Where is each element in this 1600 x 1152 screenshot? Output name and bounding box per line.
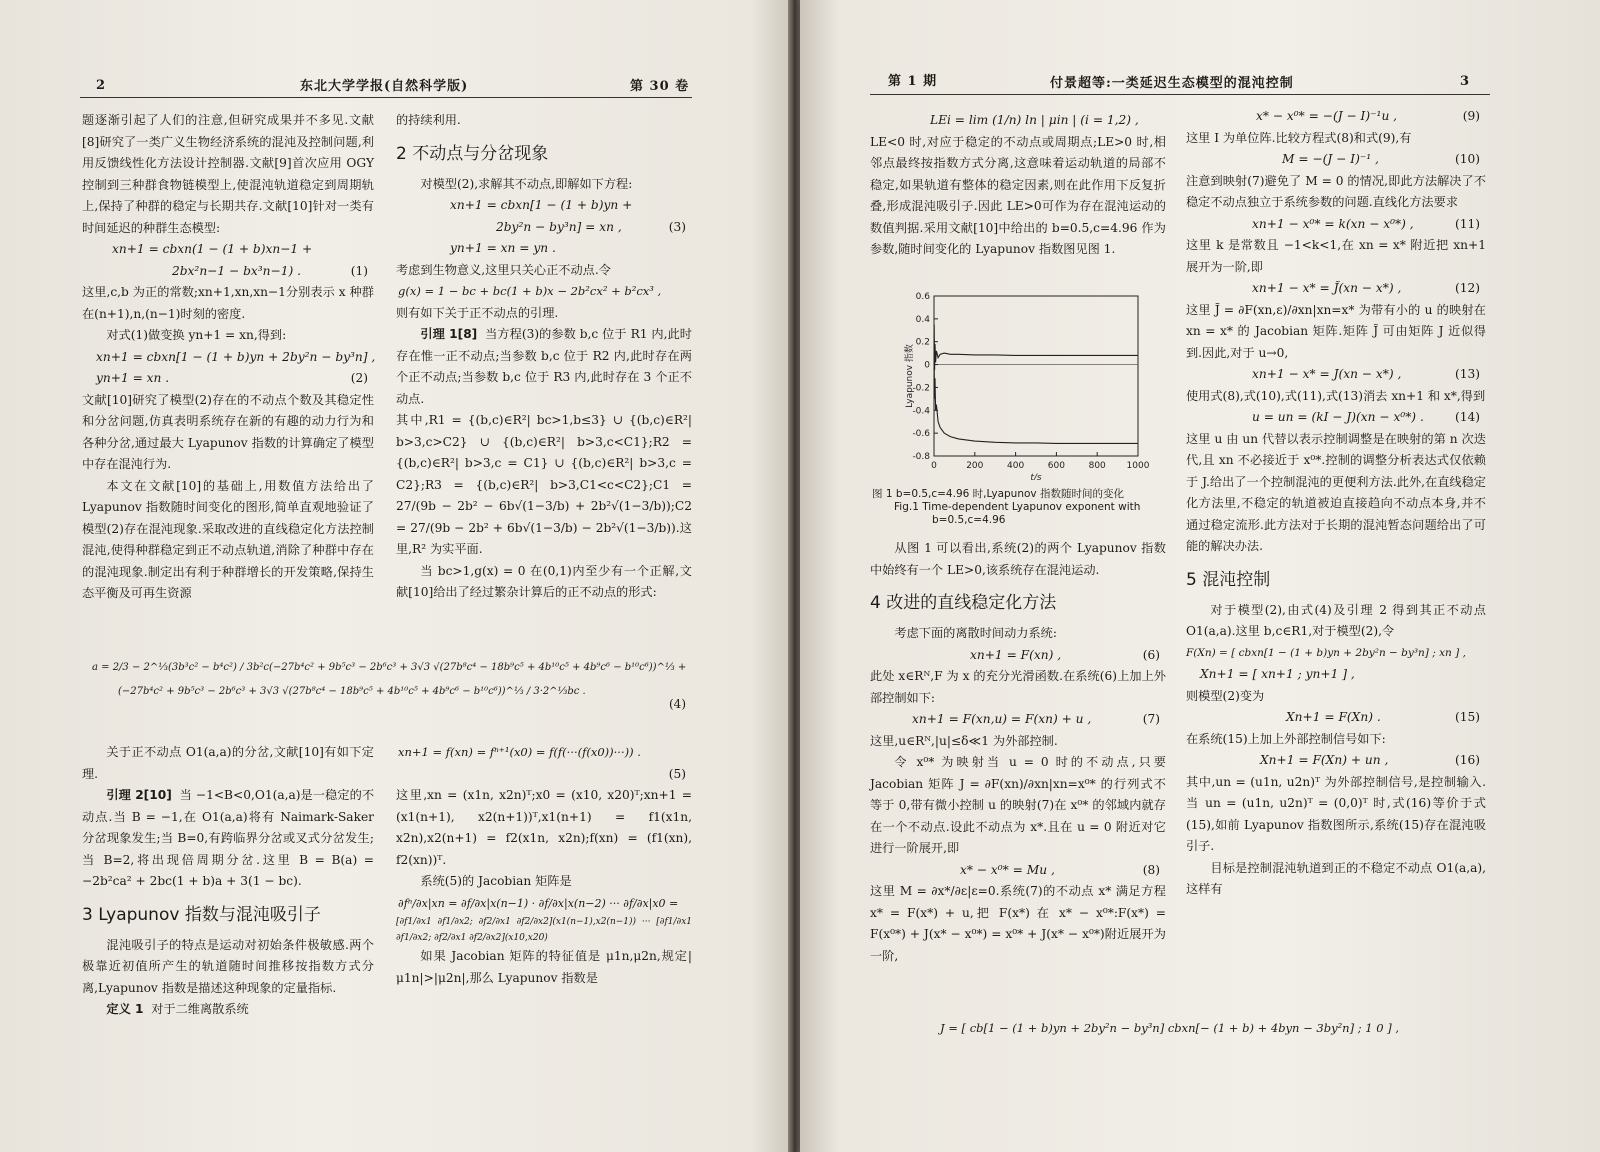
paragraph: 目标是控制混沌轨道到正的不稳定不动点 O1(a,a),这样有	[1186, 860, 1486, 896]
caption-cn: 图 1 b=0.5,c=4.96 时,Lyapunov 指数随时间的变化	[872, 488, 1124, 500]
equation-number: (6)	[1142, 647, 1160, 662]
caption-en-1: Fig.1 Time-dependent Lyapunov exponent with	[894, 501, 1141, 513]
equation-2b: yn+1 = xn . (2)	[82, 368, 374, 390]
jacobian-line-1: ∂fⁿ/∂x|xn = ∂f/∂x|x(n−1) · ∂f/∂x|x(n−2) ··· ∂f/∂x|x0 =	[398, 896, 679, 910]
y-tick-label: -0.2	[912, 383, 930, 394]
paragraph: 这里,c,b 为正的常数;xn+1,xn,xn−1分别表示 x 种群在(n+1),n,(n−1)时刻的密度.	[82, 285, 374, 321]
equation-13: xn+1 − x* = J(xn − x*) , (13)	[1186, 364, 1486, 386]
paragraph: 本文在文献[10]的基础上,用数值方法给出了 Lyapunov 指数随时间变化的图形,简单直观地验证了模型(2)存在混沌现象.采取改进的直线稳定化方法控制混沌,使得种群稳定到正不动点轨道,消除了种群中存在的混沌现象.制定出有利于种群增长的开发策略,保持生态平衡及可再生资源	[82, 478, 374, 600]
equation-10: M = −(J − I)⁻¹ , (10)	[1186, 149, 1486, 171]
paragraph: 这里 u 由 un 代替以表示控制调整是在映射的第 n 次迭代,且 xn 不必接近于 x⁰*.控制的调整分析表达式仅依赖于 J.给出了一个控制混沌的更便利方法.此外,在直线稳定化方法里,不稳定的轨道被迫直接趋向不动点本身,并不通过稳定流形.此方法对于长期的混沌暂态问题给出了可能的解决办法.	[1186, 431, 1486, 553]
equation-6: xn+1 = F(xn) , (6)	[870, 645, 1166, 667]
jacobian-line-2: [∂f1/∂x1 ∂f1/∂x2; ∂f2/∂x1 ∂f2/∂x2](x1(n−1),x2(n−1)) ··· [∂f1/∂x1 ∂f1/∂x2; ∂f2/∂x1 ∂f2/∂x2](x10,x20)	[396, 917, 692, 943]
y-tick-label: 0.4	[915, 314, 930, 325]
x-tick-label: 200	[966, 461, 984, 471]
y-tick-label: -0.6	[912, 429, 930, 440]
paragraph: 的持续利用.	[396, 113, 461, 127]
section-heading-3: 3 Lyapunov 指数与混沌吸引子	[82, 904, 321, 925]
equation-4-line-2: (−27b⁴c² + 9b⁵c³ − 2b⁶c³ + 3√3 √(27b⁸c⁴ − 18b⁹c⁵ + 4b¹⁰c⁵ + 4b⁹c⁶ − b¹⁰c⁶))^⅓ / 3·2^⅓bc .	[118, 686, 586, 697]
series-line-2	[934, 370, 1138, 443]
equation-number: (5)	[668, 766, 686, 781]
y-tick-label: 0	[924, 360, 930, 371]
equation-number: (16)	[1454, 753, 1480, 767]
equation-12: xn+1 − x* = J̃(xn − x*) , (12)	[1186, 278, 1486, 300]
page-number: 3	[1460, 74, 1471, 89]
paragraph: 当 bc>1,g(x) = 0 在(0,1)内至少有一个正解,文献[10]给出了经过繁杂计算后的正不动点的形式:	[396, 563, 692, 599]
y-tick-label: -0.8	[912, 452, 930, 462]
equation-number: (10)	[1454, 152, 1480, 166]
left-column-2	[396, 110, 692, 604]
equation-5: xn+1 = f(xn) = fⁿ⁺¹(x0) = f(f(···(f(x0))···)) .	[398, 745, 641, 759]
section-heading-5: 5 混沌控制	[1186, 569, 1271, 590]
equation-number: (7)	[1142, 712, 1160, 726]
right-column-1-bottom	[870, 538, 1166, 967]
paragraph: 考虑到生物意义,这里只关心正不动点.令	[396, 262, 611, 277]
paragraph: 此处 x∈Rᴺ,F 为 x 的充分光滑函数.在系统(6)上加上外部控制如下:	[870, 669, 1166, 705]
series-line-1	[934, 325, 1138, 371]
right-column-1-top	[870, 110, 1166, 261]
paragraph: 系统(5)的 Jacobian 矩阵是	[420, 874, 572, 888]
paragraph: 则有如下关于正不动点的引理.	[396, 305, 559, 320]
paragraph: 注意到映射(7)避免了 M = 0 的情况,即此方法解决了不稳定不动点独立于系统参数的问题.直线化方法要求	[1186, 173, 1486, 209]
equation-8: x* − x⁰* = Mu , (8)	[870, 860, 1166, 882]
equation-number: (2)	[350, 371, 368, 385]
header-rule	[870, 94, 1490, 95]
x-tick-label: 400	[1007, 461, 1025, 471]
y-tick-label: 0.6	[915, 292, 930, 302]
equation-7: xn+1 = F(xn,u) = F(xn) + u , (7)	[870, 709, 1166, 731]
jacobian-matrix: J = [ cb[1 − (1 + b)yn + 2by²n − by³n] cbxn[− (1 + b) + 4byn − 3by²n] ; 1 0 ] ,	[940, 1021, 1400, 1035]
paragraph: 文献[10]研究了模型(2)存在的不动点个数及其稳定性和分岔问题,仿真表明系统存在新的有趣的动力行为和各种分岔,通过最大 Lyapunov 指数的计算确定了模型中存在混沌行为.	[82, 392, 374, 471]
paragraph: 对于模型(2),由式(4)及引理 2 得到其正不动点 O1(a,a).这里 b,c∈R1,对于模型(2),令	[1186, 602, 1486, 638]
figure-1	[872, 290, 1168, 480]
equation-number: (12)	[1454, 281, 1480, 295]
issue-label: 第 1 期	[888, 74, 938, 89]
equation-11: xn+1 − x⁰* = k(xn − x⁰*) , (11)	[1186, 214, 1486, 236]
equation-g: g(x) = 1 − bc + bc(1 + b)x − 2b²cx² + b²cx³ ,	[398, 284, 662, 298]
y-tick-label: -0.4	[912, 406, 930, 417]
equation-number: (14)	[1454, 410, 1480, 424]
equation-4	[92, 656, 692, 711]
right-page	[800, 0, 1600, 1152]
paragraph: 关于正不动点 O1(a,a)的分岔,文献[10]有如下定理.	[82, 745, 374, 781]
paragraph: 这里 J̃ = ∂F(xn,ε)/∂xn|xn=x* 为带有小的 u 的映射在 xn = x* 的 Jacobian 矩阵.矩阵 J̃ 可由矩阵 J 近似得到.因此,对于 u→0,	[1186, 302, 1486, 360]
equation-number: (9)	[1462, 109, 1480, 123]
x-axis-label: t/s	[1030, 473, 1042, 480]
paragraph: 其中,R1 = {(b,c)∈R²| bc>1,b≤3} ∪ {(b,c)∈R²| b>3,c>C2} ∪ {(b,c)∈R²| b>3,c<C1};R2 = {(b,c)∈R²| b>3,c = C1} ∪ {(b,c)∈R²| b>3,c = C2};R3 = {(b,c)∈R²| b>3,C1<c<C2};C1 = 27/(9b − 2b² − 6b√(1−3/b) + 2b²√(1−3/b));C2 = 27/(9b − 2b² + 6b√(1−3/b) − 2b²√(1−3/b)).这里,R² 为实平面.	[396, 413, 692, 556]
journal-name: 东北大学学报(自然科学版)	[300, 79, 469, 94]
equation-2a: xn+1 = cbxn[1 − (1 + b)yn + 2by²n − by³n] ,	[96, 349, 376, 364]
equation-15: Xn+1 = F(Xn) . (15)	[1186, 707, 1486, 729]
left-page	[0, 0, 790, 1152]
x-tick-label: 600	[1047, 461, 1065, 471]
caption-en-2: b=0.5,c=4.96	[932, 514, 1006, 526]
equation-5-number-line	[396, 764, 692, 786]
section-heading-2: 2 不动点与分岔现象	[396, 143, 549, 164]
definition-label: 定义 1	[106, 1002, 144, 1016]
equation-F: F(Xn) = [ cbxn[1 − (1 + b)yn + 2by²n − by³n] ; xn ] ,	[1186, 646, 1466, 659]
equation-1b: 2bx²n−1 − bx³n−1) . (1)	[82, 261, 374, 283]
equation-16: Xn+1 = F(Xn) + un , (16)	[1186, 750, 1486, 772]
equation-lyapunov: LEi = lim (1/n) ln | μin | (i = 1,2) ,	[930, 113, 1139, 127]
x-tick-label: 800	[1088, 461, 1106, 471]
equation-3a: xn+1 = cbxn[1 − (1 + b)yn +	[450, 198, 633, 212]
paragraph: 其中,un = (u1n, u2n)ᵀ 为外部控制信号,是控制输入.当 un = (u1n, u2n)ᵀ = (0,0)ᵀ 时,式(16)等价于式(15),如前 Lyapunov 指数图所示,系统(15)存在混沌吸引子.	[1186, 774, 1486, 853]
y-axis-label: Lyapunov 指数	[905, 344, 915, 408]
page-number: 2	[96, 78, 107, 93]
paragraph: 如果 Jacobian 矩阵的特征值是 μ1n,μ2n,规定|μ1n|>|μ2n|,那么 Lyapunov 指数是	[396, 949, 692, 985]
lyapunov-chart	[872, 290, 1168, 480]
paragraph: 令 x⁰* 为映射当 u = 0 时的不动点,只要 Jacobian 矩阵 J = ∂F(xn)/∂xn|xn=x⁰* 的行列式不等于 0,带有微小控制 u 的映射(7)在 x⁰* 的邻域内就存在一个不动点.设此不动点为 x*.且在 u = 0 附近对它进行一阶展开,即	[870, 755, 1166, 855]
paragraph: 这里,u∈Rᴺ,|u|≤δ≪1 为外部控制.	[870, 733, 1058, 748]
equation-3b: 2by²n − by³n] = xn , (3)	[396, 217, 692, 239]
paragraph: 使用式(8),式(10),式(11),式(13)消去 xn+1 和 x*,得到	[1186, 388, 1486, 403]
paragraph: 混沌吸引子的特点是运动对初始条件极敏感.两个极靠近初值所产生的轨道随时间推移按指数方式分离,Lyapunov 指数是描述这种现象的定量指标.	[82, 937, 374, 995]
equation-1a: xn+1 = cbxn(1 − (1 + b)xn−1 +	[112, 242, 313, 256]
equation-14: u = un = (kI − J)(xn − x⁰*) . (14)	[1186, 407, 1486, 429]
lemma-1: 引理 1[8] 当方程(3)的参数 b,c 位于 R1 内,此时存在惟一正不动点;当参数 b,c 位于 R2 内,此时存在两个正不动点;当参数 b,c 位于 R3 内,此时存在 3 个正不动点.	[396, 327, 692, 406]
paragraph: 对式(1)做变换 yn+1 = xn,得到:	[106, 328, 287, 342]
paragraph: 在系统(15)上加上外部控制信号如下:	[1186, 731, 1386, 746]
paragraph: 从图 1 可以看出,系统(2)的两个 Lyapunov 指数中始终有一个 LE>0,该系统存在混沌运动.	[870, 541, 1166, 577]
running-title: 付景超等:一类延迟生态模型的混沌控制	[1050, 76, 1294, 91]
paragraph: 考虑下面的离散时间动力系统:	[894, 626, 1057, 640]
left-column-3	[82, 742, 374, 1021]
lemma-label: 引理 2[10]	[106, 788, 172, 802]
right-column-2	[1186, 106, 1486, 901]
equation-3c: yn+1 = xn = yn .	[450, 241, 556, 255]
paragraph: 这里 M = ∂x*/∂ε|ε=0.系统(7)的不动点 x* 满足方程 x* = F(x*) + u,把 F(x*) 在 x* − x⁰*:F(x*) = F(x⁰*) + J(x* − x⁰*) = x⁰* + J(x* − x⁰*)附近展开为一阶,	[870, 884, 1166, 963]
left-column-1	[82, 110, 374, 605]
equation-number: (1)	[350, 263, 368, 278]
x-tick-label: 0	[931, 461, 937, 471]
y-tick-label: 0.2	[915, 337, 930, 348]
equation-X: Xn+1 = [ xn+1 ; yn+1 ] ,	[1200, 667, 1355, 681]
paragraph: 则模型(2)变为	[1186, 688, 1265, 703]
equation-4-line-1: a = 2/3 − 2^⅓(3b³c² − b⁴c²) / 3b²c(−27b⁴c² + 9b⁵c³ − 2b⁶c³ + 3√3 √(27b⁸c⁴ − 18b⁹c⁵ + 4b¹⁰c⁵ + 4b⁹c⁶ − b¹⁰c⁶))^⅓ +	[92, 662, 687, 673]
section-heading-4: 4 改进的直线稳定化方法	[870, 593, 1057, 613]
equation-number: (15)	[1454, 710, 1480, 724]
header-rule	[80, 97, 692, 98]
x-tick-label: 1000	[1126, 461, 1150, 471]
equation-9: x* − x⁰* = −(J − I)⁻¹u , (9)	[1186, 106, 1486, 128]
paragraph: 这里,xn = (x1n, x2n)ᵀ;x0 = (x10, x20)ᵀ;xn+1 = (x1(n+1), x2(n+1))ᵀ,x1(n+1) = f1(x1n, x2n),x2(n+1) = f2(x1n, x2n);f(xn) = (f1(xn), f2(xn))ᵀ.	[396, 788, 692, 867]
left-column-4	[396, 742, 692, 989]
lemma-label: 引理 1[8]	[420, 327, 478, 341]
figure-caption	[872, 488, 1172, 527]
equation-number: (3)	[668, 219, 686, 234]
paragraph: 题逐渐引起了人们的注意,但研究成果并不多见.文献[8]研究了一类广义生物经济系统的混沌及控制问题,利用反馈线性化方法设计控制器.文献[9]首次应用 OGY 控制到三种群食物链模型上,使混沌轨道稳定到周期轨上,保持了种群的稳定与长期共存.文献[10]针对一类有时间延迟的种群生态模型:	[82, 113, 374, 235]
equation-number: (8)	[1142, 862, 1160, 877]
definition-1: 定义 1 对于二维离散系统	[106, 1002, 249, 1016]
equation-number: (13)	[1454, 367, 1480, 381]
equation-number: (4)	[669, 697, 686, 711]
paragraph: 对模型(2),求解其不动点,即解如下方程:	[420, 176, 633, 191]
volume-label: 第 30 卷	[630, 79, 690, 94]
paragraph: 这里 I 为单位阵.比较方程式(8)和式(9),有	[1186, 130, 1412, 145]
lemma-2: 引理 2[10] 当 −1<B<0,O1(a,a)是一稳定的不动点.当 B = −1,在 O1(a,a)将有 Naimark-Saker 分岔现象发生;当 B=0,有跨临界分岔或叉式分岔发生;当 B=2,将出现倍周期分岔.这里 B = B(a) = −2b²ca² + 2bc(1 + b)a + 3(1 − bc).	[82, 788, 375, 888]
paragraph: 这里 k 是常数且 −1<k<1,在 xn = x* 附近把 xn+1 展开为一阶,即	[1186, 238, 1486, 274]
equation-number: (11)	[1454, 216, 1480, 231]
paragraph: LE<0 时,对应于稳定的不动点或周期点;LE>0 时,相邻点最终按指数方式分离,这意味着运动轨道的局部不稳定,如果轨道有整体的稳定因素,则在此作用下反复折叠,形成混沌吸引子.因此 LE>0可作为存在混沌运动的数值判据.采用文献[10]中给出的 b=0.5,c=4.96 作为参数,随时间变化的 Lyapunov 指数图见图 1.	[870, 134, 1166, 256]
plot-frame	[934, 296, 1138, 456]
